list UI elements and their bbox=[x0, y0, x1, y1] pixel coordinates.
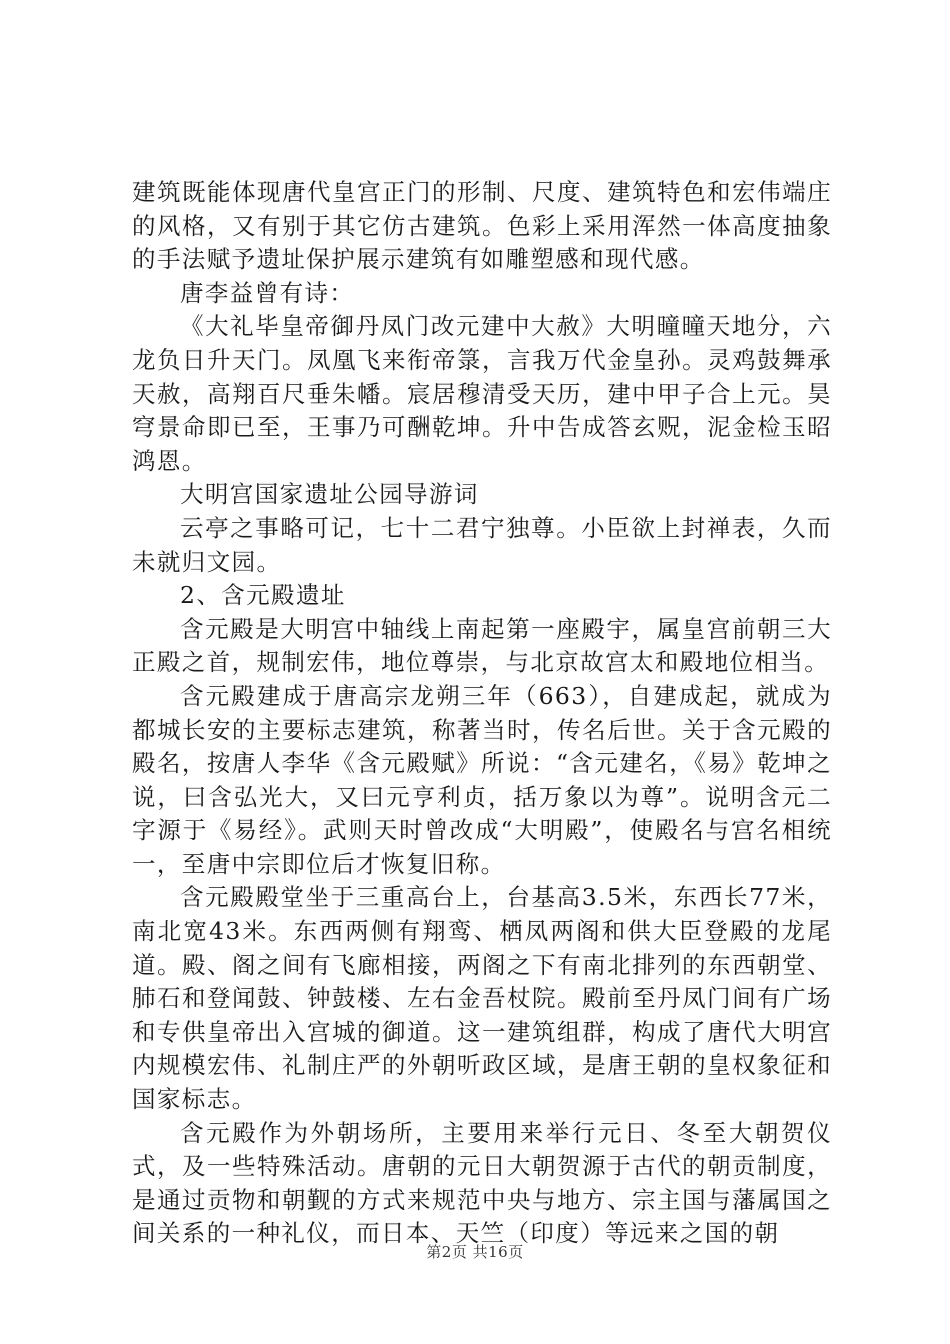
paragraph-5: 云亭之事略可记，七十二君宁独尊。小臣欲上封禅表，久而未就归文园。 bbox=[132, 513, 832, 576]
paragraph-2: 唐李益曾有诗： bbox=[180, 278, 355, 307]
paragraph-3: 《大礼毕皇帝御丹凤门改元建中大赦》大明曈曈天地分，六龙负日升天门。凤凰飞来衔帝箓，言我万代金皇孙。灵鸡鼓舞承天赦，高翔百尺垂朱幡。宸居穆清受天历，建中甲子合上元。昊穹景命即已至，王事乃可酬乾坤。升中告成答玄贶，泥金检玉昭鸿恩。 bbox=[132, 312, 832, 475]
paragraph-1: 建筑既能体现唐代皇宫正门的形制、尺度、建筑特色和宏伟端庄的风格，又有别于其它仿古建筑。色彩上采用浑然一体高度抽象的手法赋予遗址保护展示建筑有如雕塑感和现代感。 bbox=[132, 178, 832, 274]
paragraph-9: 含元殿殿堂坐于三重高台上，台基高3.5米，东西长77米，南北宽43米。东西两侧有翔鸾、栖凤两阁和供大臣登殿的龙尾道。殿、阁之间有飞廊相接，两阁之下有南北排列的东西朝堂、肺石和登闻鼓、钟鼓楼、左右金吾杖院。殿前至丹凤门间有广场和专供皇帝出入宫城的御道。这一建筑组群，构成了唐代大明宫内规模宏伟、礼制庄严的外朝听政区域，是唐王朝的皇权象征和国家标志。 bbox=[132, 883, 832, 1114]
body-text bbox=[132, 176, 832, 1251]
paragraph-7: 含元殿是大明宫中轴线上南起第一座殿宇，属皇宫前朝三大正殿之首，规制宏伟，地位尊崇，与北京故宫太和殿地位相当。 bbox=[132, 614, 832, 677]
paragraph-4: 大明宫国家遗址公园导游词 bbox=[180, 480, 479, 509]
section-heading: 2、含元殿遗址 bbox=[180, 581, 346, 610]
paragraph-8: 含元殿建成于唐高宗龙朔三年（663），自建成起，就成为都城长安的主要标志建筑，称著当时，传名后世。关于含元殿的殿名，按唐人李华《含元殿赋》所说：“含元建名，《易》乾坤之说，曰含弘光大，又曰元亨利贞，括万象以为尊”。说明含元二字源于《易经》。武则天时曾改成“大明殿”，使殿名与宫名相统一，至唐中宗即位后才恢复旧称。 bbox=[132, 681, 832, 878]
page-footer: 第2页 共16页 bbox=[426, 1243, 524, 1261]
paragraph-10: 含元殿作为外朝场所，主要用来举行元日、冬至大朝贺仪式，及一些特殊活动。唐朝的元日大朝贺源于古代的朝贡制度，是通过贡物和朝觐的方式来规范中央与地方、宗主国与藩属国之间关系的一种礼仪，而日本、天竺（印度）等远来之国的朝 bbox=[132, 1118, 832, 1248]
